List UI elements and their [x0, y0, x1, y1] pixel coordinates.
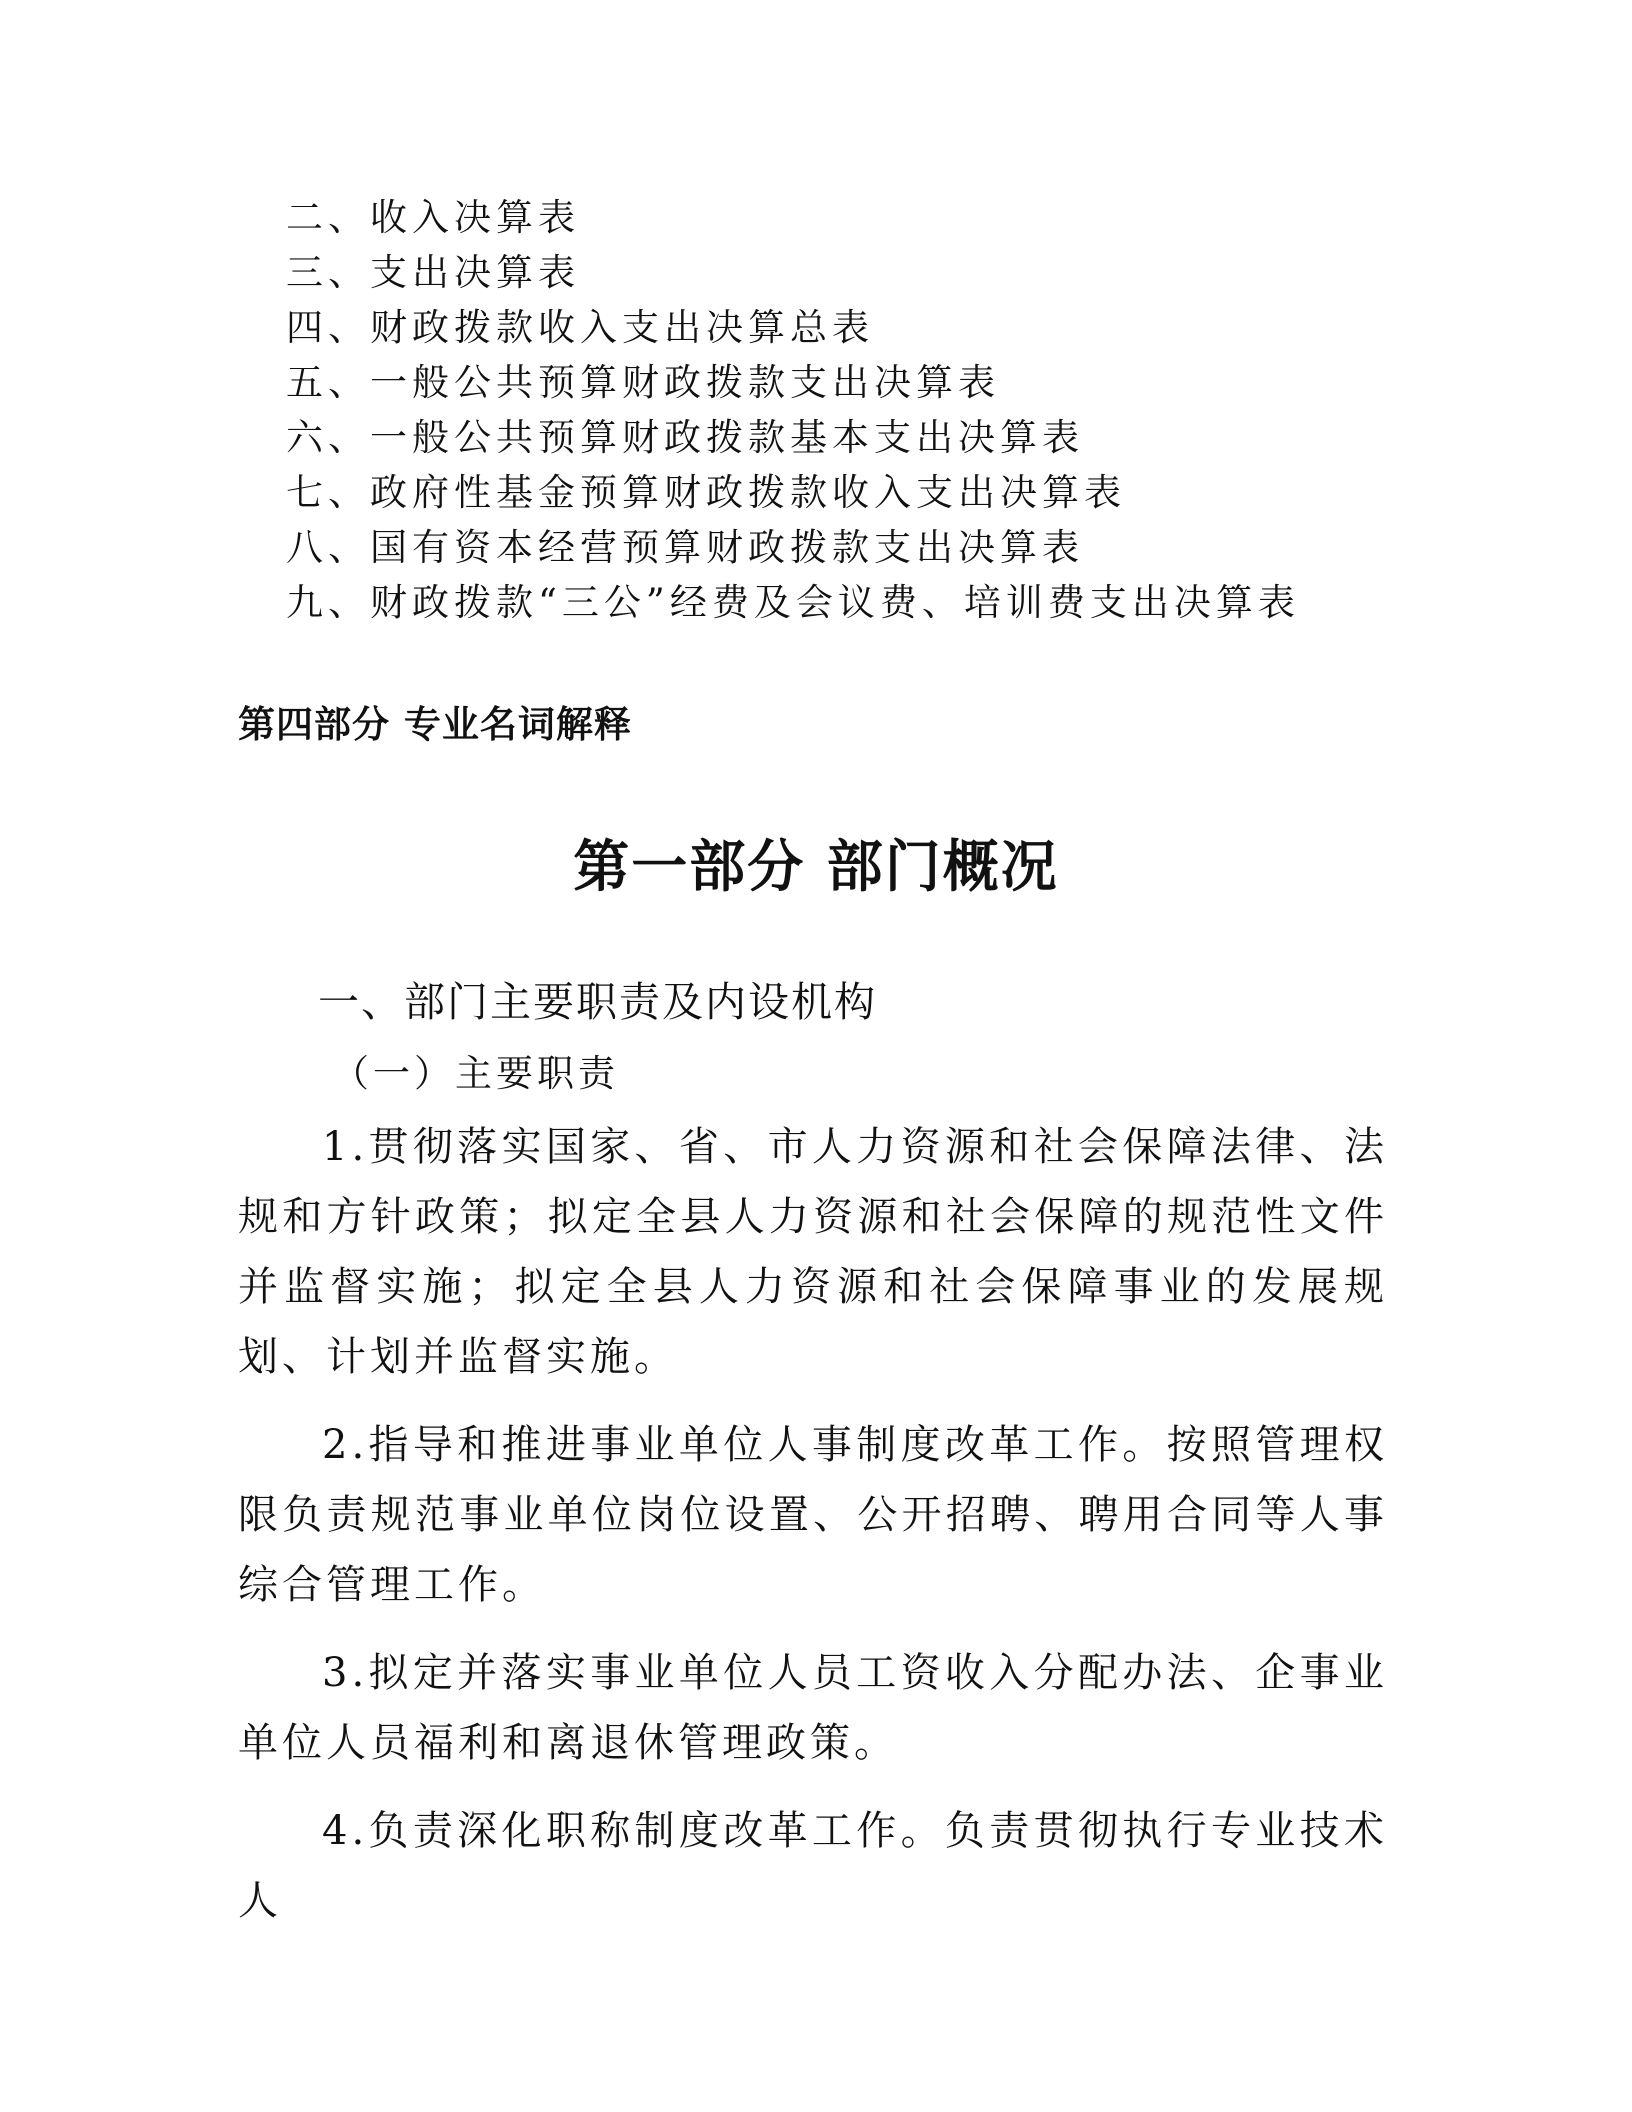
toc-item-three-public-expenses-table: 九、财政拨款“三公”经费及会议费、培训费支出决算表 — [286, 581, 1300, 624]
page-title: 第一部分 部门概况 — [573, 835, 1059, 900]
toc-item-government-fund-table: 七、政府性基金预算财政拨款收入支出决算表 — [286, 471, 1126, 514]
toc-item-general-budget-basic-expenditure-table: 六、一般公共预算财政拨款基本支出决算表 — [286, 416, 1084, 459]
paragraph-duty-3: 3.拟定并落实事业单位人员工资收入分配办法、企事业单位人员福利和离退休管理政策。 — [238, 1650, 1388, 1766]
part-four-heading: 第四部分 专业名词解释 — [238, 703, 632, 746]
toc-item-fiscal-summary-table: 四、财政拨款收入支出决算总表 — [286, 306, 874, 349]
sub-heading: （一）主要职责 — [332, 1052, 619, 1095]
paragraph-duty-4: 4.负责深化职称制度改革工作。负责贯彻执行专业技术人 — [238, 1808, 1388, 1924]
toc-item-income-table: 二、收入决算表 — [286, 196, 580, 239]
toc-item-state-capital-table: 八、国有资本经营预算财政拨款支出决算表 — [286, 526, 1084, 569]
paragraph-duty-2: 2.指导和推进事业单位人事制度改革工作。按照管理权限负责规范事业单位岗位设置、公开招聘、聘用合同等人事综合管理工作。 — [238, 1422, 1388, 1608]
table-list — [286, 190, 1486, 630]
toc-item-general-budget-expenditure-table: 五、一般公共预算财政拨款支出决算表 — [286, 361, 1000, 404]
body-text — [238, 1112, 1388, 1954]
toc-item-expenditure-table: 三、支出决算表 — [286, 251, 580, 294]
paragraph-duty-1: 1.贯彻落实国家、省、市人力资源和社会保障法律、法规和方针政策；拟定全县人力资源和社会保障的规范性文件并监督实施；拟定全县人力资源和社会保障事业的发展规划、计划并监督实施。 — [238, 1124, 1388, 1380]
section-heading: 一、部门主要职责及内设机构 — [318, 978, 877, 1026]
